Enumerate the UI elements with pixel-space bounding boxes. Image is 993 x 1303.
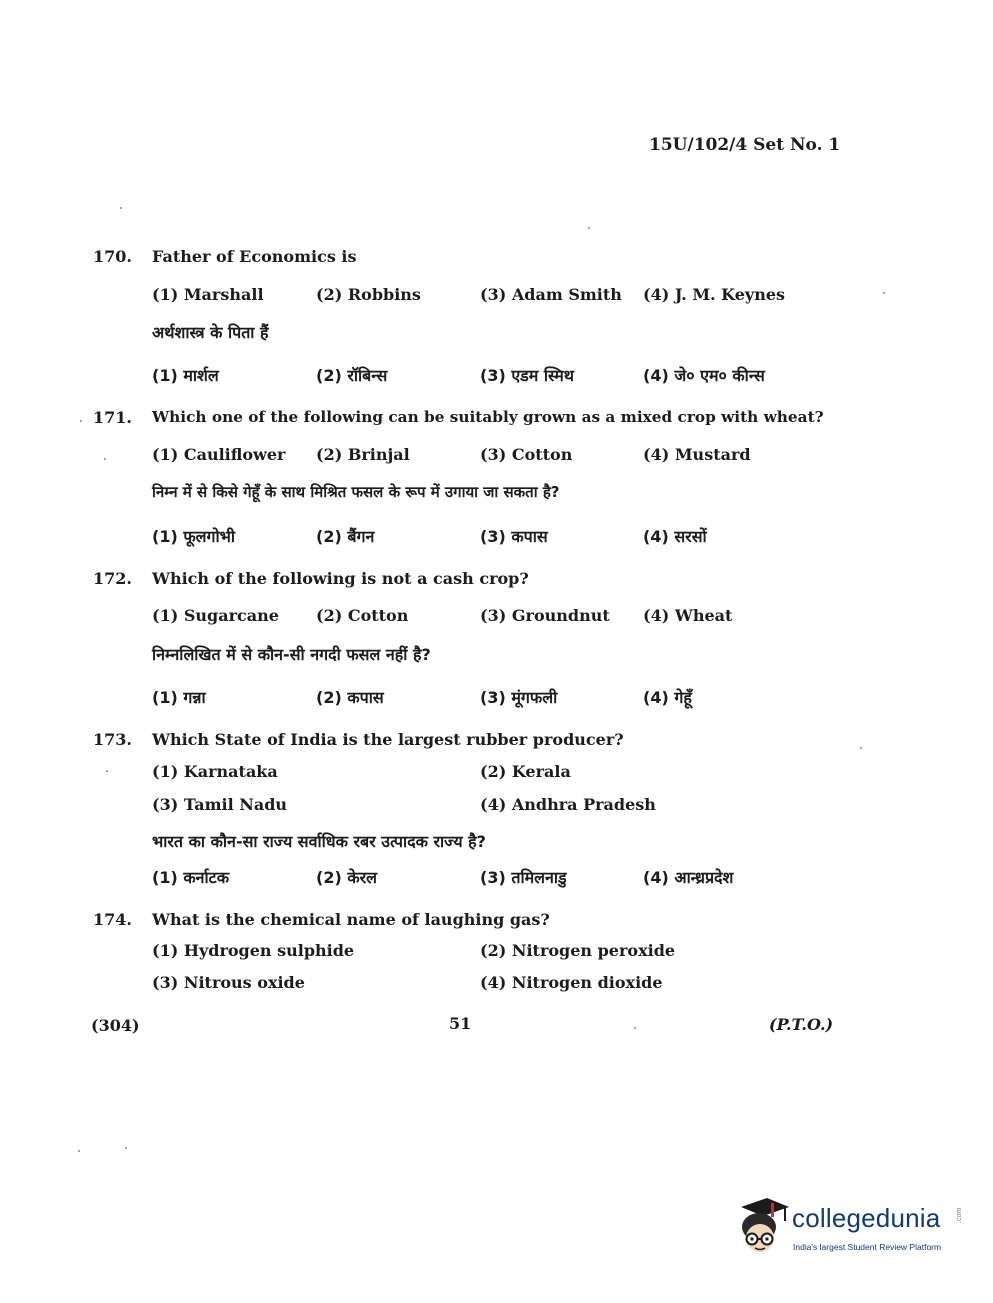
option-173-3: (3) Tamil Nadu (152, 795, 288, 814)
option-hindi-173-4: (4) आन्ध्रप्रदेश (643, 868, 734, 887)
brand-name: collegedunia (792, 1203, 941, 1233)
question-number-170: 170. (93, 247, 132, 266)
student-mascot-icon (733, 1195, 791, 1257)
option-hindi-172-1: (1) गन्ना (152, 688, 206, 707)
question-text-174: What is the chemical name of laughing gas? (152, 910, 550, 929)
option-174-2: (2) Nitrogen peroxide (480, 941, 676, 960)
question-text-172: Which of the following is not a cash crop? (152, 569, 529, 588)
question-number-173: 173. (93, 730, 132, 749)
question-text-170: Father of Economics is (152, 247, 357, 266)
collegedunia-watermark (733, 1195, 963, 1261)
option-174-3: (3) Nitrous oxide (152, 973, 305, 992)
option-hindi-171-3: (3) कपास (480, 527, 548, 546)
question-hindi-173: भारत का कौन-सा राज्य सर्वाधिक रबर उत्पादक राज्य है? (152, 832, 486, 851)
scan-speck (588, 227, 590, 229)
scan-speck (120, 207, 122, 209)
scan-speck (106, 770, 108, 772)
brand-tagline: India's largest Student Review Platform (793, 1242, 942, 1252)
question-text-173: Which State of India is the largest rubber producer? (152, 730, 624, 749)
question-hindi-172: निम्नलिखित में से कौन-सी नगदी फसल नहीं है? (152, 645, 431, 664)
option-hindi-170-2: (2) रॉबिन्स (316, 366, 388, 385)
option-hindi-170-4: (4) जे० एम० कीन्स (643, 366, 765, 385)
footer-code: (304) (91, 1016, 140, 1035)
option-170-1: (1) Marshall (152, 285, 264, 304)
option-hindi-170-1: (1) मार्शल (152, 366, 219, 385)
option-hindi-173-3: (3) तमिलनाडु (480, 868, 567, 887)
option-170-3: (3) Adam Smith (480, 285, 622, 304)
question-hindi-171: निम्न में से किसे गेहूँ के साथ मिश्रित फसल के रूप में उगाया जा सकता है? (152, 483, 560, 501)
question-text-171: Which one of the following can be suitably grown as a mixed crop with wheat? (152, 408, 824, 426)
scan-speck (125, 1147, 127, 1149)
option-171-2: (2) Brinjal (316, 445, 410, 464)
option-174-1: (1) Hydrogen sulphide (152, 941, 355, 960)
option-hindi-170-3: (3) एडम स्मिथ (480, 366, 575, 385)
option-hindi-171-4: (4) सरसों (643, 527, 707, 546)
option-hindi-172-4: (4) गेहूँ (643, 688, 692, 707)
option-hindi-173-1: (1) कर्नाटक (152, 868, 229, 887)
option-hindi-171-2: (2) बैंगन (316, 527, 375, 546)
question-number-174: 174. (93, 910, 132, 929)
option-hindi-171-1: (1) फूलगोभी (152, 527, 236, 546)
option-172-4: (4) Wheat (643, 606, 733, 625)
scan-speck (860, 747, 862, 749)
option-173-1: (1) Karnataka (152, 762, 278, 781)
pto-label: (P.T.O.) (769, 1015, 834, 1034)
scan-speck (78, 1150, 80, 1152)
option-172-3: (3) Groundnut (480, 606, 610, 625)
option-171-3: (3) Cotton (480, 445, 573, 464)
option-173-4: (4) Andhra Pradesh (480, 795, 656, 814)
option-173-2: (2) Kerala (480, 762, 571, 781)
scan-speck (883, 292, 885, 294)
option-170-2: (2) Robbins (316, 285, 421, 304)
brand-suffix: .com (956, 1207, 963, 1223)
option-174-4: (4) Nitrogen dioxide (480, 973, 663, 992)
scan-speck (104, 458, 106, 460)
question-number-172: 172. (93, 569, 132, 588)
option-hindi-172-2: (2) कपास (316, 688, 384, 707)
option-172-2: (2) Cotton (316, 606, 409, 625)
paper-code: 15U/102/4 Set No. 1 (649, 135, 841, 155)
option-172-1: (1) Sugarcane (152, 606, 279, 625)
option-171-4: (4) Mustard (643, 445, 751, 464)
scan-speck (80, 420, 82, 422)
option-171-1: (1) Cauliflower (152, 445, 286, 464)
question-number-171: 171. (93, 408, 132, 427)
option-hindi-173-2: (2) केरल (316, 868, 378, 887)
scan-speck (634, 1027, 636, 1029)
question-hindi-170: अर्थशास्त्र के पिता हैं (152, 323, 269, 342)
page-number: 51 (449, 1014, 472, 1033)
option-hindi-172-3: (3) मूंगफली (480, 688, 558, 707)
option-170-4: (4) J. M. Keynes (643, 285, 786, 304)
